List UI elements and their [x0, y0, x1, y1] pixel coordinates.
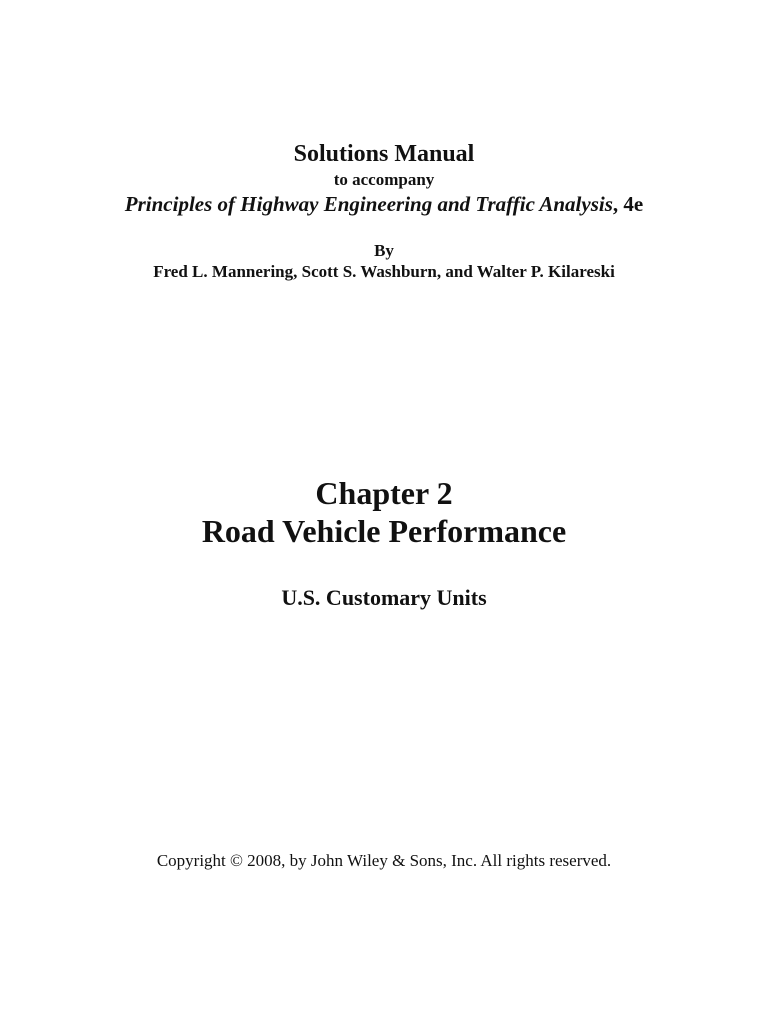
- copyright-notice: Copyright © 2008, by John Wiley & Sons, Inc. All rights reserved.: [156, 851, 612, 870]
- chapter-number: Chapter 2: [315, 475, 453, 511]
- book-edition: , 4e: [612, 192, 644, 216]
- authors: Fred L. Mannering, Scott S. Washburn, and Walter P. Kilareski: [153, 262, 615, 281]
- chapter-title: Road Vehicle Performance: [201, 513, 567, 549]
- book-title-line: [0, 190, 768, 218]
- by-label: By: [374, 241, 394, 260]
- book-title: Principles of Highway Engineering and Traffic Analysis: [124, 192, 613, 216]
- accompany-text: to accompany: [333, 170, 435, 189]
- units-label: U.S. Customary Units: [281, 585, 487, 610]
- manual-title: Solutions Manual: [293, 141, 475, 167]
